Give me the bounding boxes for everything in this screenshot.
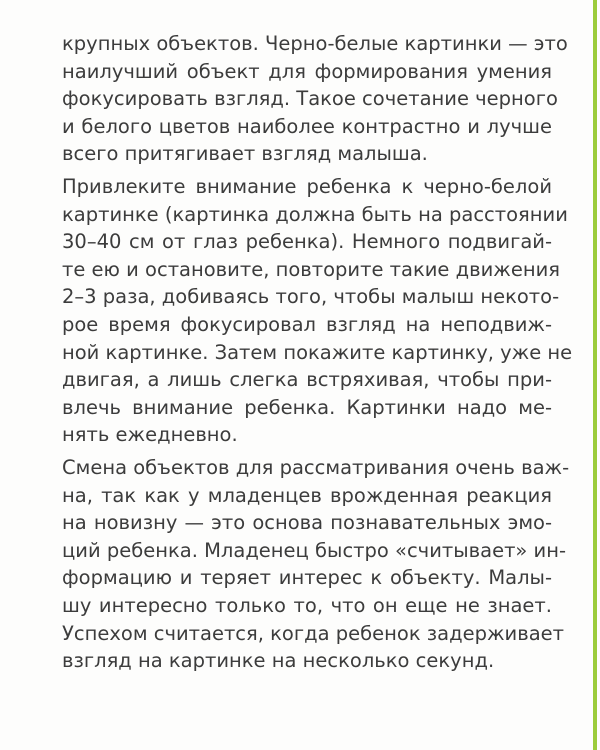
- text-line: и белого цветов наиболее контрастно и лучше: [62, 114, 552, 138]
- text-line: ций ребенка. Младенец быстро «считывает» ин-: [62, 538, 567, 562]
- paragraph-3: [62, 454, 570, 675]
- text-line: влечь внимание ребенка. Картинки надо ме-: [62, 395, 552, 419]
- text-line: нять ежедневно.: [62, 423, 238, 447]
- text-line: Привлеките внимание ребенка к черно-белой: [62, 175, 552, 198]
- text-line: на новизну — это основа познавательных эмо-: [62, 511, 552, 535]
- text-line: формацию и теряет интерес к объекту. Малы-: [62, 566, 552, 590]
- text-line: картинке (картинка должна быть на расстоянии: [62, 202, 568, 226]
- text-line: 30–40 см от глаз ребенка). Немного подвигай-: [62, 230, 552, 254]
- text-line: те ею и остановите, повторите такие движения: [62, 257, 560, 281]
- text-line: взгляд на картинке на несколько секунд.: [62, 649, 495, 673]
- text-line: 2–3 раза, добиваясь того, чтобы малыш некото-: [62, 285, 560, 309]
- text-line: наилучший объект для формирования умения: [62, 59, 552, 83]
- text-line: двигая, а лишь слегка встряхивая, чтобы при-: [62, 368, 552, 392]
- paragraph-2: [62, 173, 573, 449]
- text-line: ной картинке. Затем покажите картинку, уже не: [62, 340, 573, 364]
- text-line: на, так как у младенцев врожденная реакция: [62, 483, 552, 507]
- page-edge-accent-bar: [593, 0, 597, 750]
- text-line: фокусировать взгляд. Такое сочетание черного: [62, 87, 558, 111]
- paragraph-1: [62, 30, 568, 168]
- text-line: Успехом считается, когда ребенок задерживает: [62, 621, 565, 645]
- text-line: крупных объектов. Черно-белые картинки — это: [62, 32, 568, 55]
- text-line: всего притягивает взгляд малыша.: [62, 142, 428, 166]
- text-line: Смена объектов для рассматривания очень важ-: [62, 456, 570, 479]
- text-line: рое время фокусировал взгляд на неподвиж-: [62, 312, 552, 336]
- text-line: шу интересно только то, что он еще не знает.: [62, 593, 552, 617]
